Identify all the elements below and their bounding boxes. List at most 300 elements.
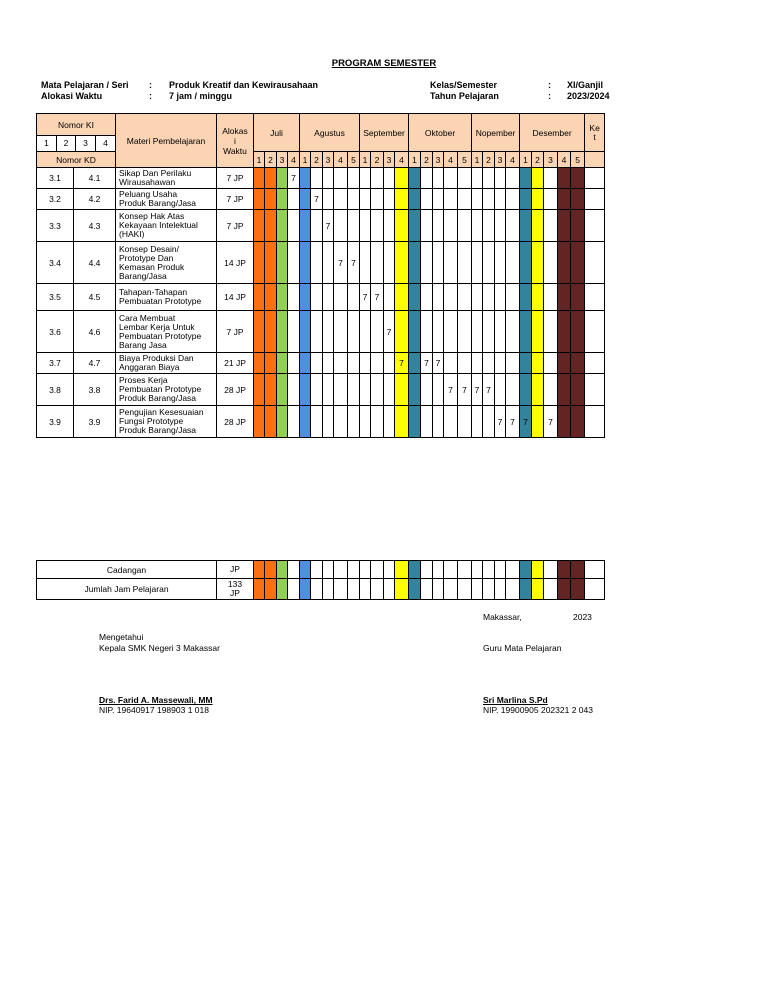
week-cell	[384, 353, 395, 374]
ket-cell	[585, 561, 605, 579]
week-cell	[483, 284, 495, 311]
week-cell: 7	[384, 311, 395, 353]
week-cell	[334, 561, 348, 579]
week-cell	[495, 374, 506, 406]
week-cell	[532, 353, 544, 374]
week-cell	[300, 406, 311, 438]
week-cell	[371, 189, 384, 210]
ki-cell: 3.1	[37, 168, 74, 189]
week-cell	[384, 210, 395, 242]
week-cell	[421, 210, 433, 242]
week-cell	[311, 284, 323, 311]
ki-cell: 3.6	[37, 311, 74, 353]
week-cell	[323, 406, 334, 438]
week-cell	[395, 284, 409, 311]
month-header-september: September	[360, 114, 409, 152]
week-cell	[433, 168, 444, 189]
week-cell	[506, 374, 520, 406]
week-cell	[444, 189, 458, 210]
week-cell	[433, 311, 444, 353]
week-cell	[506, 242, 520, 284]
week-cell	[433, 374, 444, 406]
week-cell	[483, 210, 495, 242]
week-cell	[558, 284, 571, 311]
week-cell	[334, 189, 348, 210]
week-cell	[483, 189, 495, 210]
week-cell	[506, 561, 520, 579]
week-cell	[433, 406, 444, 438]
week-cell: 7	[395, 353, 409, 374]
schedule-table	[36, 113, 605, 438]
week-cell	[483, 311, 495, 353]
week-cell	[277, 284, 288, 311]
week-cell	[558, 406, 571, 438]
week-cell	[483, 579, 495, 600]
materi-cell: Biaya Produksi Dan Anggaran Biaya	[116, 353, 217, 374]
ki-cell: 3.7	[37, 353, 74, 374]
week-cell	[571, 353, 585, 374]
materi-cell: Tahapan-Tahapan Pembuatan Prototype	[116, 284, 217, 311]
materi-cell: Cara Membuat Lembar Kerja Untuk Pembuatan Prototype Barang Jasa	[116, 311, 217, 353]
kepala-name: Drs. Farid A. Massewali, MM	[99, 695, 213, 705]
week-cell	[544, 374, 558, 406]
alokasi-label: Alokasi Waktu	[41, 91, 103, 101]
week-cell	[421, 168, 433, 189]
week-cell	[558, 189, 571, 210]
week-cell	[254, 189, 265, 210]
week-cell	[288, 210, 300, 242]
week-cell	[532, 374, 544, 406]
ki-col-1: 1	[37, 136, 57, 151]
week-number: 3	[495, 152, 506, 168]
week-cell	[277, 242, 288, 284]
week-cell	[544, 353, 558, 374]
week-cell	[444, 579, 458, 600]
week-cell	[265, 561, 277, 579]
week-cell	[532, 579, 544, 600]
week-cell	[532, 210, 544, 242]
week-cell	[483, 242, 495, 284]
week-cell	[506, 579, 520, 600]
ki-col-2: 2	[57, 136, 76, 151]
week-cell	[323, 284, 334, 311]
week-cell	[360, 311, 371, 353]
week-cell	[433, 561, 444, 579]
week-cell	[395, 189, 409, 210]
week-cell	[311, 311, 323, 353]
week-cell	[254, 353, 265, 374]
week-cell	[495, 242, 506, 284]
week-number: 4	[395, 152, 409, 168]
week-cell	[360, 406, 371, 438]
week-cell	[472, 353, 483, 374]
week-cell	[520, 189, 532, 210]
week-cell: 7	[433, 353, 444, 374]
ki-col-3: 3	[76, 136, 96, 151]
week-cell	[300, 311, 311, 353]
week-cell: 7	[520, 406, 532, 438]
week-cell	[495, 168, 506, 189]
alokasi-cell: 21 JP	[217, 353, 254, 374]
week-cell	[558, 374, 571, 406]
week-number: 3	[323, 152, 334, 168]
kd-cell: 4.2	[74, 189, 116, 210]
colon: :	[548, 80, 551, 90]
week-cell	[254, 579, 265, 600]
materi-cell: Konsep Desain/ Prototype Dan Kemasan Produk Barang/Jasa	[116, 242, 217, 284]
week-cell	[360, 561, 371, 579]
table-row	[37, 242, 605, 284]
colon: :	[149, 91, 152, 101]
week-cell	[495, 311, 506, 353]
week-cell	[532, 242, 544, 284]
week-cell: 7	[371, 284, 384, 311]
week-cell	[506, 353, 520, 374]
week-cell	[323, 242, 334, 284]
tahun-value: 2023/2024	[567, 91, 610, 101]
week-cell	[277, 189, 288, 210]
week-cell	[409, 561, 421, 579]
week-number: 4	[444, 152, 458, 168]
week-cell	[571, 210, 585, 242]
week-cell	[360, 189, 371, 210]
week-cell: 7	[483, 374, 495, 406]
week-cell	[532, 406, 544, 438]
week-cell	[334, 406, 348, 438]
week-cell	[506, 210, 520, 242]
week-cell	[265, 168, 277, 189]
kd-cell: 4.6	[74, 311, 116, 353]
kd-cell: 4.7	[74, 353, 116, 374]
alokasi-value: 7 jam / minggu	[169, 91, 233, 101]
week-cell	[472, 242, 483, 284]
week-cell	[409, 284, 421, 311]
week-number: 3	[277, 152, 288, 168]
month-header-desember: Desember	[520, 114, 585, 152]
week-cell	[265, 579, 277, 600]
week-cell	[458, 168, 472, 189]
ket-cell	[585, 406, 605, 438]
week-cell	[558, 579, 571, 600]
week-cell	[409, 406, 421, 438]
week-cell	[532, 284, 544, 311]
week-cell	[409, 210, 421, 242]
week-cell	[458, 189, 472, 210]
kelas-label: Kelas/Semester	[430, 80, 498, 90]
alokasi-cell: 7 JP	[217, 311, 254, 353]
week-cell	[532, 168, 544, 189]
week-cell	[444, 561, 458, 579]
kd-cell: 3.8	[74, 374, 116, 406]
week-cell: 7	[444, 374, 458, 406]
week-cell	[311, 374, 323, 406]
week-cell	[395, 374, 409, 406]
materi-cell: Proses Kerja Pembuatan Prototype Produk Barang/Jasa	[116, 374, 217, 406]
week-cell	[300, 374, 311, 406]
week-cell	[421, 189, 433, 210]
week-cell	[483, 561, 495, 579]
ki-cell: 3.5	[37, 284, 74, 311]
mengetahui-label: Mengetahui	[99, 632, 144, 642]
ki-cell: 3.3	[37, 210, 74, 242]
week-cell	[495, 210, 506, 242]
alokasi-header: Alokas i Waktu	[217, 114, 254, 168]
week-number: 2	[311, 152, 323, 168]
week-cell	[544, 311, 558, 353]
week-number: 2	[265, 152, 277, 168]
week-cell	[300, 210, 311, 242]
week-cell	[360, 210, 371, 242]
week-number: 1	[254, 152, 265, 168]
week-cell	[520, 561, 532, 579]
week-cell	[277, 311, 288, 353]
week-cell	[472, 168, 483, 189]
week-cell	[532, 189, 544, 210]
week-cell	[311, 579, 323, 600]
week-cell	[571, 189, 585, 210]
week-cell	[472, 189, 483, 210]
week-cell	[532, 561, 544, 579]
week-cell	[265, 406, 277, 438]
alokasi-cell: 7 JP	[217, 189, 254, 210]
week-number: 3	[544, 152, 558, 168]
week-cell	[265, 284, 277, 311]
week-cell	[265, 311, 277, 353]
nomor-kd-header: Nomor KD	[37, 152, 116, 168]
table-row	[37, 168, 605, 189]
kd-cell: 4.4	[74, 242, 116, 284]
alokasi-cell: 14 JP	[217, 284, 254, 311]
week-cell	[311, 242, 323, 284]
week-cell	[421, 242, 433, 284]
ket-cell	[585, 284, 605, 311]
week-cell	[483, 406, 495, 438]
week-cell	[360, 242, 371, 284]
week-cell	[323, 168, 334, 189]
week-cell	[334, 353, 348, 374]
week-cell	[277, 353, 288, 374]
ket-blank	[585, 152, 605, 168]
week-cell	[334, 284, 348, 311]
colon: :	[149, 80, 152, 90]
week-cell	[254, 561, 265, 579]
week-cell	[544, 189, 558, 210]
week-cell	[323, 374, 334, 406]
summary-row	[37, 579, 605, 600]
week-cell	[571, 374, 585, 406]
ki-cell: 3.2	[37, 189, 74, 210]
week-cell	[371, 374, 384, 406]
guru-title: Guru Mata Pelajaran	[483, 643, 562, 653]
week-cell	[495, 189, 506, 210]
week-cell: 7	[334, 242, 348, 284]
week-number: 1	[300, 152, 311, 168]
week-cell	[384, 242, 395, 284]
week-cell	[360, 579, 371, 600]
week-cell: 7	[348, 242, 360, 284]
kd-cell: 4.1	[74, 168, 116, 189]
week-cell	[334, 374, 348, 406]
week-cell	[277, 210, 288, 242]
ki-cell: 3.9	[37, 406, 74, 438]
week-cell	[323, 353, 334, 374]
week-cell	[265, 374, 277, 406]
week-cell	[277, 374, 288, 406]
week-cell: 7	[421, 353, 433, 374]
summary-label: Jumlah Jam Pelajaran	[37, 579, 217, 600]
week-cell	[348, 311, 360, 353]
ket-cell	[585, 353, 605, 374]
materi-cell: Pengujian Kesesuaian Fungsi Prototype Produk Barang/Jasa	[116, 406, 217, 438]
week-cell	[348, 189, 360, 210]
ket-cell	[585, 311, 605, 353]
week-cell	[384, 561, 395, 579]
materi-cell: Sikap Dan Perilaku Wirausahawan	[116, 168, 217, 189]
summary-row	[37, 561, 605, 579]
mapel-value: Produk Kreatif dan Kewirausahaan	[169, 80, 319, 90]
week-cell	[444, 311, 458, 353]
week-cell	[571, 579, 585, 600]
colon: :	[548, 91, 551, 101]
week-cell	[371, 242, 384, 284]
week-cell	[506, 284, 520, 311]
week-cell	[571, 406, 585, 438]
week-cell	[472, 284, 483, 311]
week-cell	[433, 242, 444, 284]
week-cell	[433, 210, 444, 242]
ket-cell	[585, 189, 605, 210]
table-row	[37, 353, 605, 374]
week-cell	[395, 311, 409, 353]
alokasi-cell: 7 JP	[217, 210, 254, 242]
week-cell	[323, 561, 334, 579]
week-cell	[300, 189, 311, 210]
year-label: 2023	[573, 612, 592, 622]
week-cell	[300, 168, 311, 189]
week-cell	[458, 353, 472, 374]
week-cell: 7	[360, 284, 371, 311]
week-number: 5	[571, 152, 585, 168]
week-cell	[472, 561, 483, 579]
week-cell	[571, 284, 585, 311]
week-cell	[421, 579, 433, 600]
week-cell: 7	[495, 406, 506, 438]
week-cell	[371, 406, 384, 438]
week-cell	[571, 561, 585, 579]
week-cell	[495, 561, 506, 579]
week-cell	[472, 406, 483, 438]
week-number: 2	[483, 152, 495, 168]
week-cell	[409, 374, 421, 406]
week-cell	[472, 210, 483, 242]
week-cell	[300, 284, 311, 311]
ki-cell: 3.8	[37, 374, 74, 406]
week-cell	[384, 168, 395, 189]
week-cell	[288, 242, 300, 284]
month-header-agustus: Agustus	[300, 114, 360, 152]
week-number: 2	[371, 152, 384, 168]
week-number: 3	[433, 152, 444, 168]
week-cell	[348, 579, 360, 600]
week-cell	[277, 168, 288, 189]
week-cell	[254, 168, 265, 189]
week-cell	[323, 311, 334, 353]
week-cell	[371, 561, 384, 579]
ket-cell	[585, 210, 605, 242]
ket-cell	[585, 579, 605, 600]
ki-cell: 3.4	[37, 242, 74, 284]
week-cell	[444, 284, 458, 311]
week-cell	[409, 353, 421, 374]
week-cell	[360, 168, 371, 189]
week-cell	[444, 242, 458, 284]
week-cell	[409, 242, 421, 284]
week-cell	[544, 168, 558, 189]
week-cell	[421, 561, 433, 579]
week-cell	[371, 579, 384, 600]
week-cell	[395, 168, 409, 189]
summary-label: Cadangan	[37, 561, 217, 579]
week-cell	[360, 374, 371, 406]
kepala-title: Kepala SMK Negeri 3 Makassar	[99, 643, 220, 653]
alokasi-cell: 7 JP	[217, 168, 254, 189]
month-header-oktober: Oktober	[409, 114, 472, 152]
week-number: 2	[532, 152, 544, 168]
summary-value: JP	[217, 561, 254, 579]
week-cell	[348, 210, 360, 242]
week-cell	[277, 406, 288, 438]
week-cell	[421, 406, 433, 438]
week-cell	[520, 210, 532, 242]
week-cell	[444, 406, 458, 438]
week-cell	[558, 561, 571, 579]
week-cell	[254, 406, 265, 438]
week-cell	[334, 168, 348, 189]
guru-name: Sri Marlina S.Pd	[483, 695, 548, 705]
week-cell: 7	[506, 406, 520, 438]
week-cell	[395, 561, 409, 579]
week-cell	[348, 374, 360, 406]
alokasi-cell: 28 JP	[217, 374, 254, 406]
kd-cell: 3.9	[74, 406, 116, 438]
week-cell	[558, 242, 571, 284]
week-cell	[348, 406, 360, 438]
week-cell	[458, 284, 472, 311]
table-row	[37, 284, 605, 311]
week-cell	[433, 579, 444, 600]
week-cell	[334, 579, 348, 600]
summary-table	[36, 560, 605, 600]
week-cell	[371, 353, 384, 374]
week-cell	[409, 168, 421, 189]
week-cell	[520, 374, 532, 406]
week-cell	[458, 242, 472, 284]
week-cell	[311, 406, 323, 438]
week-cell	[472, 311, 483, 353]
week-cell	[254, 284, 265, 311]
week-cell	[384, 189, 395, 210]
week-cell	[311, 353, 323, 374]
week-cell	[288, 189, 300, 210]
week-cell	[506, 189, 520, 210]
week-number: 3	[384, 152, 395, 168]
week-cell: 7	[472, 374, 483, 406]
week-number: 5	[348, 152, 360, 168]
week-cell	[395, 579, 409, 600]
kd-cell: 4.3	[74, 210, 116, 242]
week-cell	[458, 406, 472, 438]
week-cell	[265, 189, 277, 210]
